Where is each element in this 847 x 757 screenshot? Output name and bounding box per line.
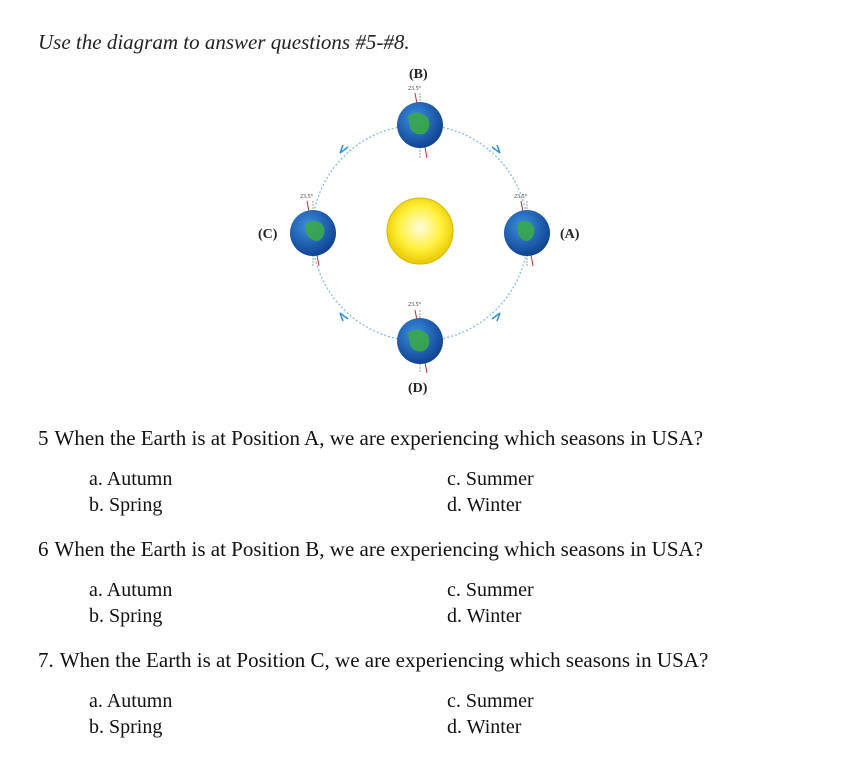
choice-a[interactable]: a. Autumn xyxy=(89,690,173,712)
choice-d[interactable]: d. Winter xyxy=(447,494,522,516)
tilt-label-a: 23.5° xyxy=(514,194,527,200)
tilt-label-c: 23.5° xyxy=(300,194,313,200)
earth-position-d xyxy=(397,301,443,396)
choice-d[interactable]: d. Winter xyxy=(447,605,522,627)
choice-c[interactable]: c. Summer xyxy=(447,690,534,712)
choice-d[interactable]: d. Winter xyxy=(447,716,522,738)
choice-c[interactable]: c. Summer xyxy=(447,468,534,490)
question-number: 6 xyxy=(38,537,49,561)
earth-position-b xyxy=(397,67,443,158)
question-number: 7. xyxy=(38,648,54,672)
earth-position-a xyxy=(504,193,580,266)
label-position-a: (A) xyxy=(560,227,580,242)
tilt-label-b: 23.5° xyxy=(408,86,421,92)
question-text: When the Earth is at Position C, we are experiencing which seasons in USA? xyxy=(59,648,709,672)
question-7 xyxy=(38,648,708,673)
choice-b[interactable]: b. Spring xyxy=(89,605,163,627)
choice-a[interactable]: a. Autumn xyxy=(89,579,173,601)
choice-a[interactable]: a. Autumn xyxy=(89,468,173,490)
choice-c[interactable]: c. Summer xyxy=(447,579,534,601)
label-position-c: (C) xyxy=(258,227,278,242)
earth-position-c xyxy=(258,193,336,266)
question-6 xyxy=(38,537,703,562)
label-position-d: (D) xyxy=(408,381,428,396)
choice-b[interactable]: b. Spring xyxy=(89,716,163,738)
label-position-b: (B) xyxy=(409,67,428,82)
question-5 xyxy=(38,426,703,451)
choice-b[interactable]: b. Spring xyxy=(89,494,163,516)
instructions: Use the diagram to answer questions #5-#8. xyxy=(38,30,410,54)
tilt-label-d: 23.5° xyxy=(408,302,421,308)
question-text: When the Earth is at Position B, we are experiencing which seasons in USA? xyxy=(54,537,704,561)
earth-orbit-diagram xyxy=(240,58,600,403)
sun xyxy=(387,198,453,264)
question-number: 5 xyxy=(38,426,49,450)
question-text: When the Earth is at Position A, we are experiencing which seasons in USA? xyxy=(54,426,704,450)
